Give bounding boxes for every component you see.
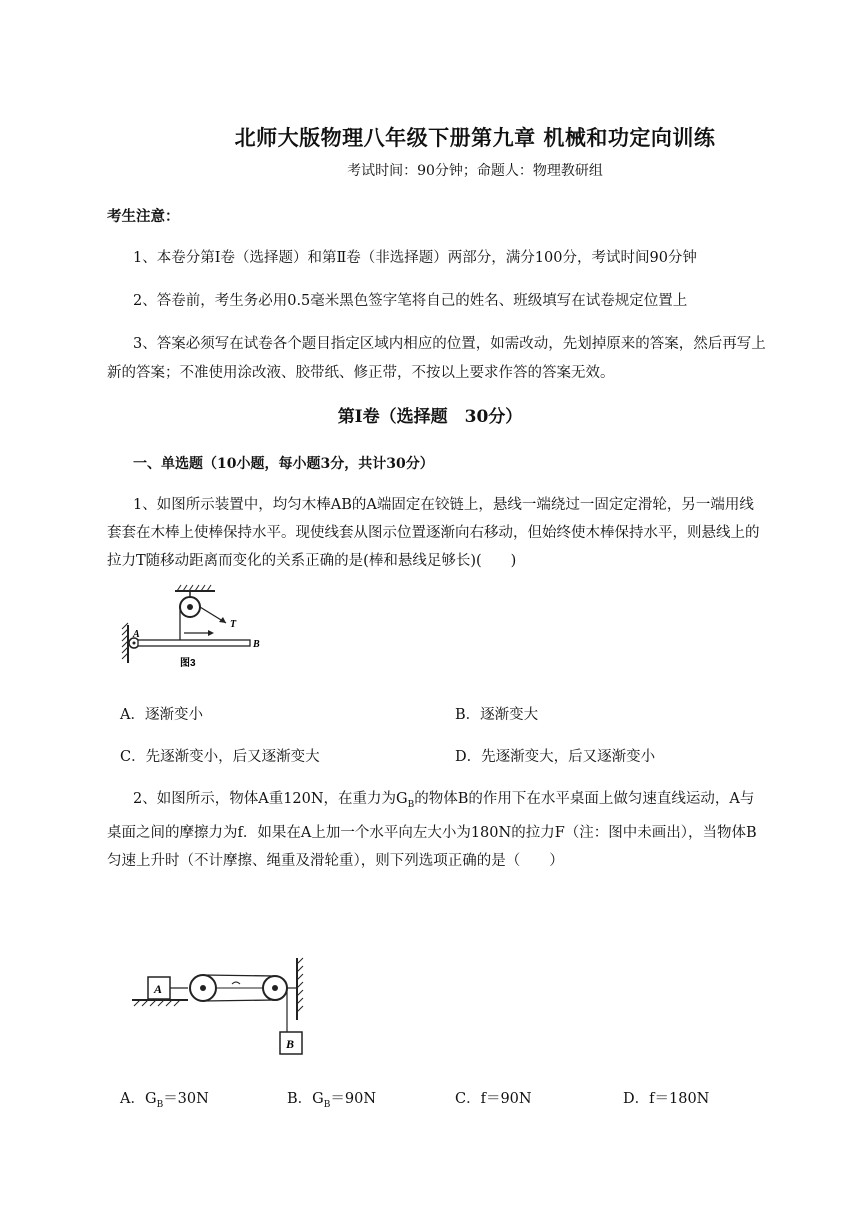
label-block-a: A [154, 982, 163, 996]
page-title: 北师大版物理八年级下册第九章 机械和功定向训练 [234, 125, 716, 150]
question-2-text: 2、如图所示，物体A重120N，在重力为$G_B$的物体B的作用下在水平桌面上做匀速直线运动，A与桌面之间的摩擦力为f．如果在A上加一个水平向左大小为180N的拉力F（注：图中未画出），当物体B匀速上升时（不计摩擦、绳重及滑轮重），则下列选项正确的是（ ） [107, 791, 757, 869]
q2-option-d[interactable]: D．f＝180N [623, 1091, 710, 1107]
lever-pulley-diagram [120, 583, 270, 673]
notice-heading: 考生注意： [107, 208, 180, 225]
notice-item-1: 1、本卷分第Ⅰ卷（选择题）和第Ⅱ卷（非选择题）两部分，满分100分，考试时间90分钟 [133, 250, 697, 266]
q2-option-a[interactable]: A．$G_B=30N$ [120, 1091, 209, 1110]
q1-option-c[interactable]: C．先逐渐变小，后又逐渐变大 [120, 749, 320, 765]
label-a: A [133, 629, 140, 640]
q2-option-b[interactable]: B．$G_B=90N$ [287, 1091, 377, 1110]
label-block-b: B [286, 1037, 295, 1051]
exam-info: 考试时间：90分钟；命题人：物理教研组 [347, 163, 603, 179]
figure-caption: 图3 [180, 658, 196, 669]
question-1-text: 1、如图所示装置中，均匀木棒AB的A端固定在铰链上，悬线一端绕过一固定定滑轮，另一端用线套套在木棒上使棒保持水平。现使线套从图示位置逐渐向右移动，但始终使木棒保持水平，则悬线上的拉力T随移动距离而变化的关系正确的是(棒和悬线足够长)( ) [107, 497, 760, 569]
q1-option-a[interactable]: A．逐渐变小 [120, 707, 203, 723]
label-b: B [253, 639, 260, 650]
notice-item-3: 3、答案必须写在试卷各个题目指定区域内相应的位置，如需改动，先划掉原来的答案，然后再写上新的答案；不准使用涂改液、胶带纸、修正带，不按以上要求作答的答案无效。 [107, 336, 766, 381]
q2-option-c[interactable]: C．f＝90N [455, 1091, 532, 1107]
q1-option-b[interactable]: B．逐渐变大 [455, 707, 539, 723]
q1-option-d[interactable]: D．先逐渐变大，后又逐渐变小 [455, 749, 656, 765]
label-t: T [230, 619, 237, 630]
part-heading: 一、单选题（10小题，每小题3分，共计30分） [133, 456, 434, 472]
question-2-figure [120, 880, 320, 1060]
pulley-system-diagram [120, 880, 320, 1060]
notice-item-2: 2、答卷前，考生务必用0.5毫米黑色签字笔将自己的姓名、班级填写在试卷规定位置上 [133, 293, 688, 309]
section-title: 第Ⅰ卷（选择题 30分） [337, 407, 523, 427]
question-1-figure [120, 583, 270, 673]
